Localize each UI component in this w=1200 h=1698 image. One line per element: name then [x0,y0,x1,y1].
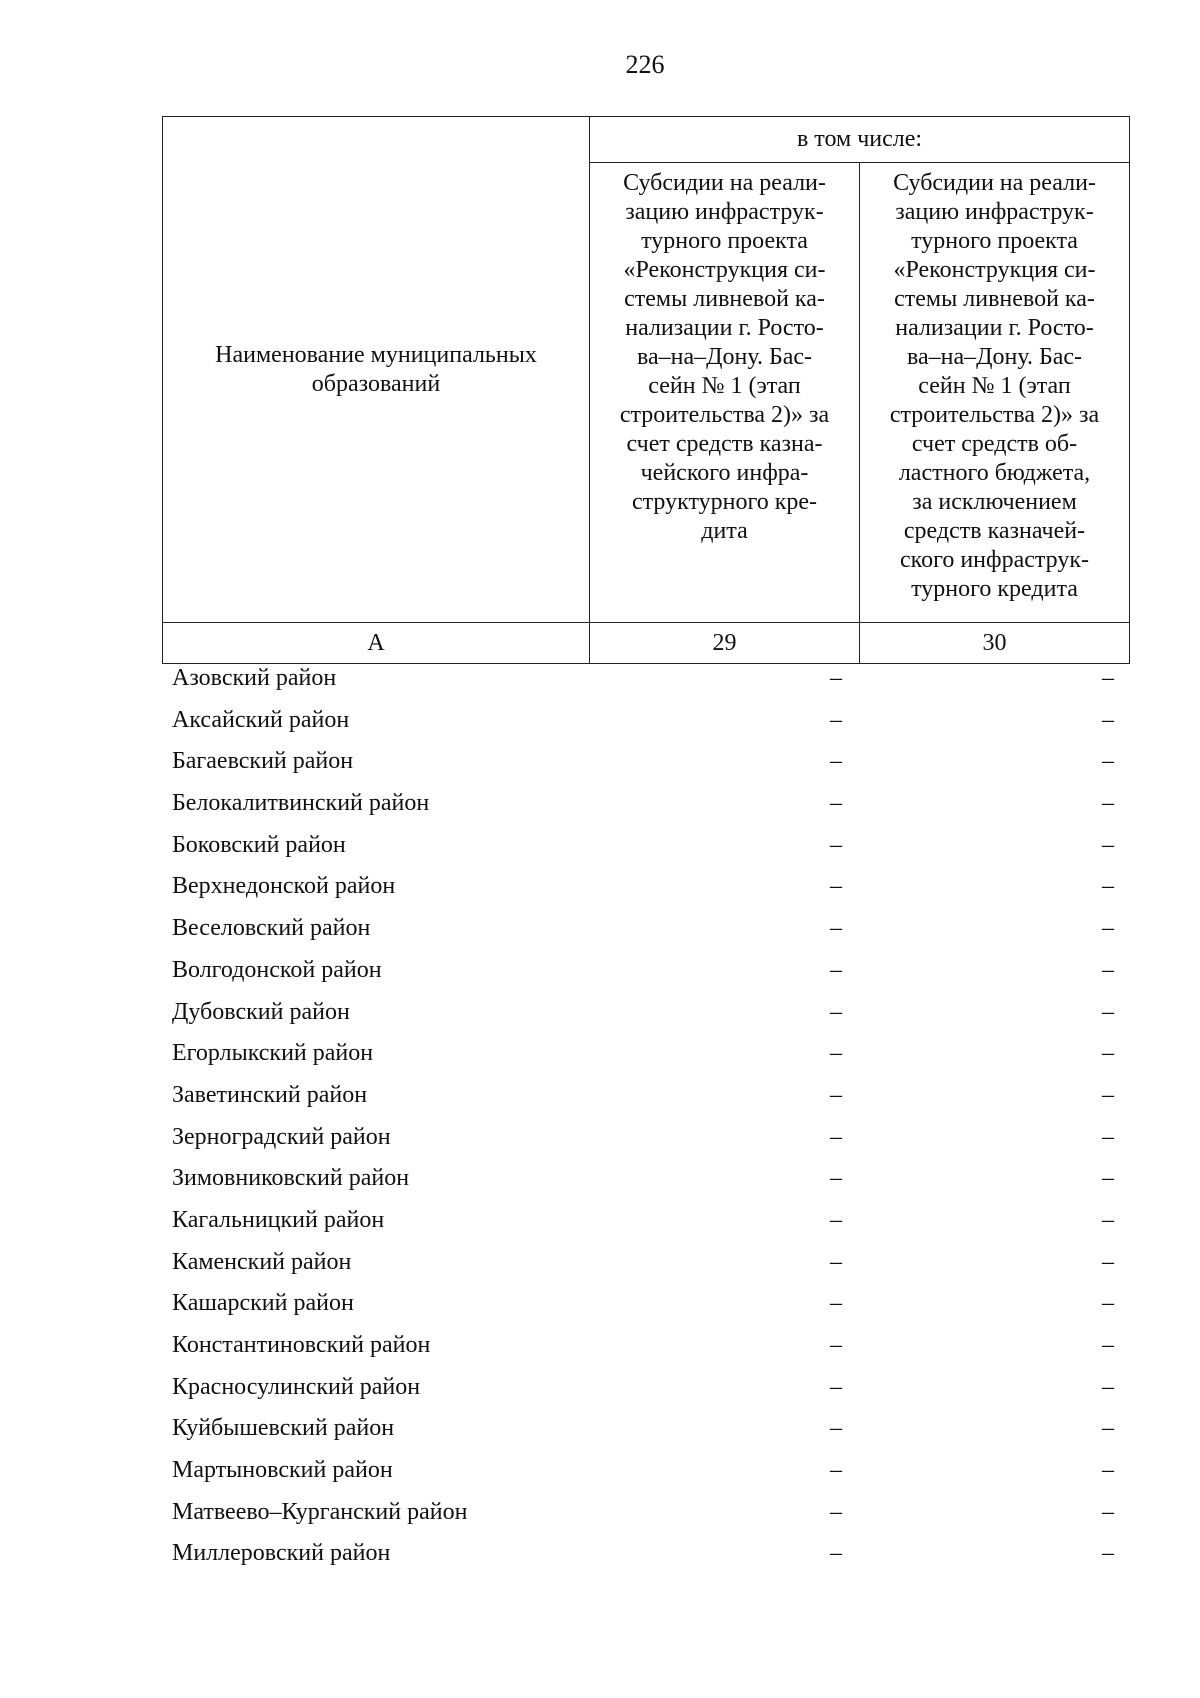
row-name: Аксайский район [172,706,350,733]
row-value-29: – [830,956,842,983]
header-col-29-title: Субсидии на реали- зацию инфраструк- турного проекта «Реконструкция си- стемы ливневой ка- нализации г. Росто- ва–на–Дону. Бас- сейн № 1 (этап строительства 2)» за счет средств казна- чейского инфра- структурного кре- дита [590,163,860,623]
table-row [162,825,1129,867]
row-value-29: – [830,1540,842,1567]
row-name: Кагальницкий район [172,1206,385,1233]
table-row [162,866,1129,908]
row-value-29: – [830,873,842,900]
row-value-30: – [1102,873,1114,900]
header-num-30: 30 [860,623,1130,664]
row-value-29: – [830,1415,842,1442]
row-name: Куйбышевский район [172,1415,395,1442]
table-row [162,1450,1129,1492]
row-value-30: – [1102,1332,1114,1358]
row-value-29: – [830,1206,842,1233]
table-row [162,1075,1129,1117]
table-row [162,741,1129,783]
row-value-30: – [1102,706,1114,733]
row-value-30: – [1102,748,1114,775]
row-value-29: – [830,1248,842,1275]
row-value-30: – [1102,1248,1114,1275]
row-value-29: – [830,1290,842,1317]
row-name: Багаевский район [172,748,354,775]
row-value-30: – [1102,1373,1114,1400]
row-name: Волгодонской район [172,956,382,983]
row-name: Константиновский район [172,1332,431,1358]
table-row [162,1408,1129,1450]
table-row [162,1117,1129,1159]
row-name: Веселовский район [172,915,371,942]
row-name: Азовский район [172,665,337,691]
row-name: Матвеево–Курганский район [172,1498,468,1525]
table-row [162,1367,1129,1409]
row-value-30: – [1102,831,1114,858]
row-name: Красносулинский район [172,1373,421,1400]
row-value-29: – [830,706,842,733]
table-row [162,658,1129,700]
table-row [162,1283,1129,1325]
row-value-30: – [1102,1123,1114,1150]
row-value-29: – [830,1457,842,1484]
table-row [162,1242,1129,1284]
row-value-30: – [1102,1540,1114,1567]
row-name: Верхнедонской район [172,873,396,900]
row-value-29: – [830,1040,842,1067]
row-value-29: – [830,1498,842,1525]
row-value-30: – [1102,1498,1114,1525]
table-row [162,1533,1129,1575]
row-value-30: – [1102,1290,1114,1317]
row-name: Зерноградский район [172,1123,391,1150]
row-value-29: – [830,831,842,858]
table-row [162,1325,1129,1367]
row-value-30: – [1102,1165,1114,1192]
row-value-29: – [830,665,842,691]
header-col-30-title: Субсидии на реали- зацию инфраструк- турного проекта «Реконструкция си- стемы ливневой ка- нализации г. Росто- ва–на–Дону. Бас- сейн № 1 (этап строительства 2)» за счет средств об- ластного бюджета, за исключением средств казначей- ского инфраструк- турного кредита [860,163,1130,623]
row-name: Мартыновский район [172,1457,393,1484]
row-value-29: – [830,1165,842,1192]
row-name: Белокалитвинский район [172,790,430,817]
row-name: Зимовниковский район [172,1165,410,1192]
table-body [162,658,1129,1575]
row-value-29: – [830,1373,842,1400]
row-value-30: – [1102,1081,1114,1108]
row-value-29: – [830,1332,842,1358]
table-row [162,1033,1129,1075]
header-group-label: в том числе: [590,117,1130,163]
table-row [162,1200,1129,1242]
row-value-30: – [1102,1040,1114,1067]
row-value-30: – [1102,1206,1114,1233]
row-name: Боковский район [172,831,346,858]
row-value-29: – [830,748,842,775]
row-name: Заветинский район [172,1081,368,1108]
row-name: Миллеровский район [172,1540,391,1567]
row-value-30: – [1102,915,1114,942]
table-row [162,1492,1129,1534]
table-row [162,950,1129,992]
header-num-a: А [163,623,590,664]
row-value-30: – [1102,665,1114,691]
row-value-30: – [1102,790,1114,817]
table-header [162,116,1130,664]
row-value-29: – [830,1123,842,1150]
row-value-30: – [1102,1415,1114,1442]
table-row [162,700,1129,742]
table-row [162,783,1129,825]
row-name: Дубовский район [172,998,350,1025]
header-num-29: 29 [590,623,860,664]
row-value-29: – [830,790,842,817]
row-value-30: – [1102,998,1114,1025]
table-row [162,992,1129,1034]
row-value-29: – [830,915,842,942]
row-name: Егорлыкский район [172,1040,374,1067]
row-value-30: – [1102,1457,1114,1484]
row-name: Кашарский район [172,1290,354,1317]
table-row [162,908,1129,950]
header-name-column: Наименование муниципальных образований [163,117,590,623]
row-value-29: – [830,998,842,1025]
row-name: Каменский район [172,1248,352,1275]
row-value-29: – [830,1081,842,1108]
page-number: 226 [625,50,665,79]
row-value-30: – [1102,956,1114,983]
table-row [162,1158,1129,1200]
